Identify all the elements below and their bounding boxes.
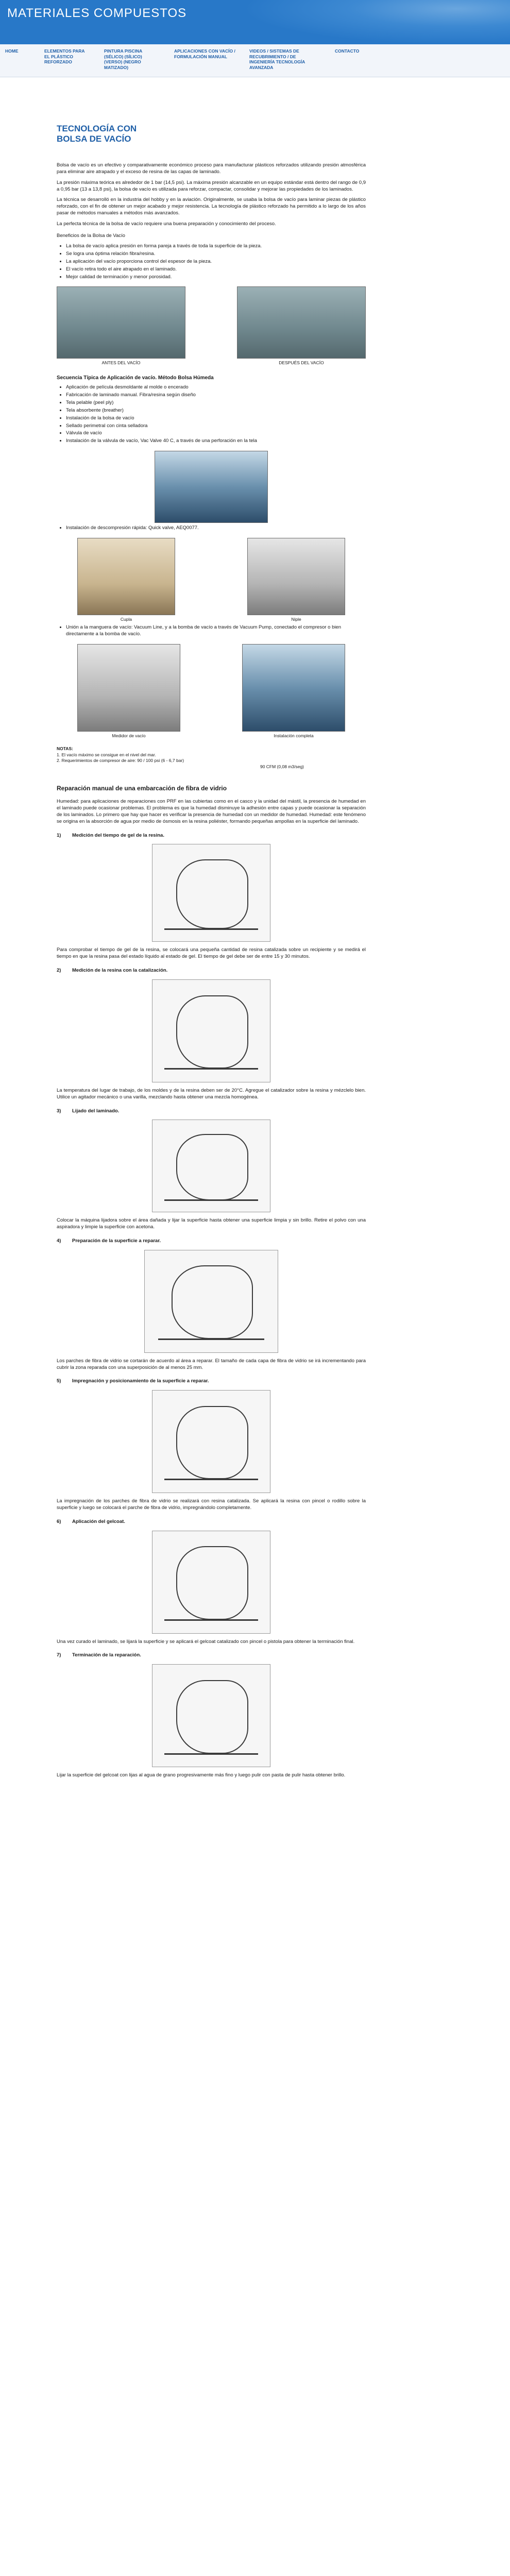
note-line: 90 CFM (0,08 m3/seg) — [260, 764, 304, 769]
list-item: • Instalación de la válvula de vacío, Vac Valve 40 C, a través de una perforación en la tela — [66, 438, 366, 445]
photo-caption: Instalación completa — [274, 733, 314, 738]
sequence-heading: Secuencia Típica de Aplicación de vacío. Método Bolsa Húmeda — [57, 375, 214, 381]
header-background — [242, 0, 510, 44]
intro-paragraph: La perfecta técnica de la bolsa de vacío requiere una buena preparación y conocimiento del proceso. — [57, 221, 276, 227]
step-title: Preparación de la superficie a reparar. — [72, 1238, 161, 1244]
mid-bullets — [66, 525, 366, 532]
photo-block — [237, 286, 366, 366]
photo-before-vacuum — [57, 286, 185, 359]
step-title: Medición de la resina con la catalización. — [72, 968, 168, 974]
step-header — [57, 1519, 366, 1526]
main-content — [57, 77, 366, 1779]
step-header — [57, 833, 366, 839]
photo-complete-setup — [242, 644, 345, 732]
nav-item-elementos[interactable]: ELEMENTOS PARA EL PLÁSTICO REFORZADO — [44, 48, 85, 65]
step-text: Una vez curado el laminado, se lijará la superficie y se aplicará el gelcoat catalizado con pincel o pistola para obtener la terminación final. — [57, 1638, 355, 1645]
repair-intro: Humedad: para aplicaciones de reparaciones con PRF en las cubiertas como en el casco y la unidad del mástil, la presencia de humedad en el laminado puede ocasionar problemas. El problema es que la humedad disminuye la adhesión entre capas y puede ocasionar la separación de los laminados. Lo primero que hay que hacer es verificar la presencia de humedad con un medidor de humedad. Humedad: este fenómeno se origina en la absorción de agua por medio de ósmosis en la resina poliéster, formando pequeñas ampollas en la superficie del laminado. — [57, 799, 366, 824]
sketch-illustration — [152, 979, 270, 1082]
notes-block — [57, 746, 366, 770]
step-title: Aplicación del gelcoat. — [72, 1518, 125, 1524]
notes-label: NOTAS: — [57, 746, 73, 752]
photo-after-vacuum — [237, 286, 366, 359]
step-header — [57, 968, 366, 974]
step-header — [57, 1108, 366, 1115]
step-number: 6) — [57, 1518, 61, 1524]
nav-item-home[interactable]: HOME — [5, 48, 19, 54]
photo-pair-top — [57, 286, 366, 366]
list-item: • El vacío retira todo el aire atrapado en el laminado. — [66, 266, 366, 273]
step-title: Terminación de la reparación. — [72, 1652, 141, 1658]
step-title: Lijado del laminado. — [72, 1108, 120, 1114]
photo-pair-mid-1 — [57, 451, 366, 523]
photo-caption: Niple — [291, 616, 301, 622]
list-item: • La bolsa de vacío aplica presión en forma pareja a través de toda la superficie de la pieza. — [66, 243, 366, 250]
photo-caption: Cupla — [120, 616, 132, 622]
photo-cupla — [77, 538, 175, 615]
step-number: 1) — [57, 832, 61, 838]
nav-item-contacto[interactable]: CONTACTO — [335, 48, 360, 54]
step-header — [57, 1378, 366, 1385]
step-number: 5) — [57, 1378, 61, 1384]
list-item: • Instalación de descompresión rápida: Quick valve, AEQ0077. — [66, 525, 366, 532]
step-text: Lijar la superficie del gelcoat con lijas al agua de grano progresivamente más fino y luego pulir con pasta de pulir hasta obtener brillo. — [57, 1772, 346, 1778]
photo-block — [242, 644, 345, 739]
sketch-illustration — [152, 1664, 270, 1767]
site-header — [0, 0, 510, 44]
list-item: • Aplicación de película desmoldante al molde o encerado — [66, 384, 366, 391]
photo-block — [77, 538, 175, 622]
step-header — [57, 1238, 366, 1245]
list-item: • Tela absorbente (breather) — [66, 408, 366, 414]
step-text: Los parches de fibra de vidrio se cortarán de acuerdo al área a reparar. El tamaño de cada capa de fibra de vidrio se irá incrementando para cubrir la zona reparada con una superposición de al menos 25 mm. — [57, 1358, 366, 1370]
photo-pair-mid-2 — [57, 538, 366, 622]
nav-item-pintura[interactable]: PINTURA PISCINA (SÉLICO) (SÍLICO) (VERSO) (NEGRO MATIZADO) — [104, 48, 142, 70]
list-item: • Válvula de vacío — [66, 430, 366, 437]
sketch-illustration — [144, 1250, 278, 1353]
list-item: • Fabricación de laminado manual. Fibra/resina según diseño — [66, 392, 366, 399]
step-text: Para comprobar el tiempo de gel de la resina, se colocará una pequeña cantidad de resina catalizada sobre un recipiente y se medirá el tiempo en que la resina pasa del estado líquido al estado de gel. El tiempo de gel debe ser de entre 15 y 30 minutos. — [57, 947, 366, 960]
note-line: 1. El vacío máximo se consigue en el nivel del mar. — [57, 752, 156, 757]
note-line: 2. Requerimientos de compresor de aire: 90 / 100 psi (6 - 6,7 bar) — [57, 758, 184, 764]
photo-caption: ANTES DEL VACÍO — [101, 360, 141, 366]
step-title: Impregnación y posicionamiento de la superficie a reparar. — [72, 1378, 209, 1384]
step-text: La temperatura del lugar de trabajo, de los moldes y de la resina deben ser de 20°C. Agregue el catalizador sobre la resina y mézclelo bien. Utilice un agitador mecánico o una varilla, mezclando hasta obtener una mezcla homogénea. — [57, 1087, 366, 1100]
list-item: • La aplicación del vacío proporciona control del espesor de la pieza. — [66, 259, 366, 265]
step-title: Medición del tiempo de gel de la resina. — [72, 832, 164, 838]
photo-vacuum-gauge — [77, 644, 180, 732]
list-item: • Unión a la manguera de vacío: Vacuum Line, y a la bomba de vacío a través de Vacuum Pump, conectado el compresor o bien directamente a la bomba de vacío. — [66, 624, 366, 638]
step-text: Colocar la máquina lijadora sobre el área dañada y lijar la superficie hasta obtener una superficie limpia y sin brillo. Retire el polvo con una aspiradora y limpie la superficie con acetona. — [57, 1217, 366, 1230]
step-header — [57, 1652, 366, 1659]
page-title: TECNOLOGÍA CON BOLSA DE VACÍO — [57, 124, 137, 144]
step-text: La impregnación de los parches de fibra de vidrio se realizará con resina catalizada. Se aplicará la resina con pincel o rodillo sobre la superficie y luego se colocará el parche de fibra de vidrio, impregnándolo completamente. — [57, 1498, 366, 1511]
repair-heading: Reparación manual de una embarcación de fibra de vidrio — [57, 785, 227, 792]
sketch-illustration — [152, 844, 270, 942]
nav-item-aplicaciones[interactable]: APLICACIONES CON VACÍO / FORMULACIÓN MANUAL — [174, 48, 235, 59]
sketch-illustration — [152, 1390, 270, 1493]
step-number: 2) — [57, 968, 61, 974]
sequence-list — [66, 384, 366, 445]
intro-paragraph: La presión máxima teórica es alrededor de 1 bar (14,5 psi). La máxima presión alcanzable en un equipo estándar está dentro del rango de 0,9 a 0,95 bar (13 a 13,8 psi), la bolsa de vacío es utilizada para reforzar, compactar, consolidar y mejorar las propiedades de los laminados. — [57, 179, 366, 192]
list-item: • Tela pelable (peel ply) — [66, 400, 366, 406]
mid-bullets-2 — [66, 624, 366, 638]
intro-paragraph: La técnica se desarrolló en la industria del hobby y en la aviación. Originalmente, se usaba la bolsa de vacío para laminar piezas de plástico reforzado, con el fin de obtener un mejor acabado y mejor resistencia. La tecnología de plástico reforzado ha permitido a lo largo de los años pasar de métodos manuales a métodos más avanzados. — [57, 197, 366, 216]
benefits-list — [66, 243, 366, 280]
sketch-illustration — [152, 1120, 270, 1212]
photo-block — [57, 286, 185, 366]
photo-pair-bottom — [57, 644, 366, 739]
sketch-illustration — [152, 1531, 270, 1634]
photo-block — [77, 644, 180, 739]
photo-niple — [247, 538, 345, 615]
site-title: MATERIALES COMPUESTOS — [7, 6, 187, 20]
nav-item-videos[interactable]: VIDEOS / SISTEMAS DE RECUBRIMIENTO / DE INGENIERÍA TECNOLOGÍA AVANZADA — [249, 48, 305, 70]
list-item: • Mejor calidad de terminación y menor porosidad. — [66, 274, 366, 281]
benefits-heading: Beneficios de la Bolsa de Vacío — [57, 232, 125, 239]
intro-paragraph: Bolsa de vacío es un efectivo y comparativamente económico proceso para manufacturar plásticos reforzados utilizando presión atmosférica para eliminar aire atrapado y el exceso de resina de las capas de laminado. — [57, 162, 366, 175]
step-number: 4) — [57, 1238, 61, 1244]
photo-block — [247, 538, 345, 622]
list-item: • Instalación de la bolsa de vacío — [66, 415, 366, 422]
step-number: 3) — [57, 1108, 61, 1114]
photo-vacuum-valve — [155, 451, 268, 523]
list-item: • Se logra una óptima relación fibra/resina. — [66, 251, 366, 258]
list-item: • Sellado perimetral con cinta selladora — [66, 423, 366, 430]
photo-caption: Medidor de vacío — [112, 733, 146, 738]
main-nav — [0, 44, 510, 77]
step-number: 7) — [57, 1652, 61, 1658]
photo-caption: DESPUÉS DEL VACÍO — [279, 360, 324, 366]
